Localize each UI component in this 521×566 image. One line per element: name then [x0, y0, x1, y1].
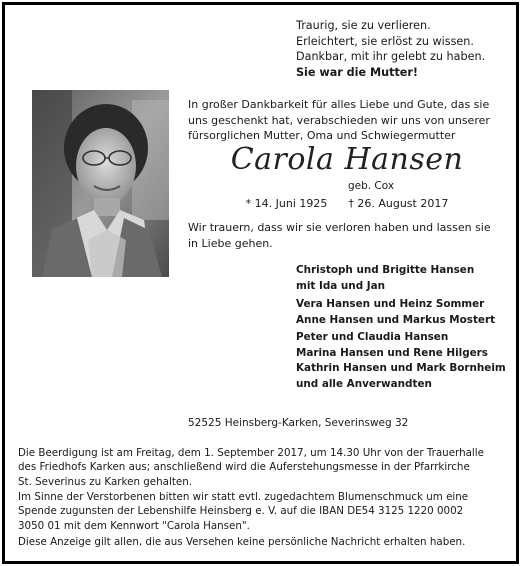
donation-info — [18, 490, 508, 533]
family-line: Kathrin Hansen und Mark Bornheim — [296, 362, 506, 375]
life-dates — [188, 197, 506, 211]
notice — [18, 535, 508, 549]
funeral-line: des Friedhofs Karken aus; anschließend wird die Auferstehungsmesse in der Pfarrkirche — [18, 461, 470, 474]
poem — [296, 18, 511, 80]
funeral-line: Die Beerdigung ist am Freitag, dem 1. September 2017, um 14.30 Uhr von der Trauerhalle — [18, 447, 484, 459]
family-closing — [296, 377, 511, 393]
family-group-3 — [296, 330, 511, 377]
funeral-line: St. Severinus zu Karken gehalten. — [18, 475, 192, 488]
family-group-2 — [296, 297, 511, 328]
donation-line: 3050 01 mit dem Kennwort "Carola Hansen". — [18, 519, 250, 532]
notice-line: Diese Anzeige gilt allen, die aus Versehen keine persönliche Nachricht erhalten haben. — [18, 536, 466, 548]
birth-date: * 14. Juni 1925 — [245, 197, 328, 210]
intro-line: In großer Dankbarkeit für alles Liebe und Gute, das sie — [188, 98, 490, 111]
intro-line: uns geschenkt hat, verabschieden wir uns von unserer — [188, 113, 490, 127]
donation-line: Im Sinne der Verstorbenen bitten wir statt evtl. zugedachtem Blumenschmuck um eine — [18, 491, 469, 503]
donation-line: Spende zugunsten der Lebenshilfe Heinsberg e. V. auf die IBAN DE54 3125 1220 0002 — [18, 505, 464, 518]
deceased-name: Carola Hansen — [230, 142, 464, 177]
address: 52525 Heinsberg-Karken, Severinsweg 32 — [188, 417, 409, 429]
funeral-info — [18, 446, 508, 489]
mourning-line: in Liebe gehen. — [188, 236, 273, 250]
family-line: Anne Hansen und Markus Mostert — [296, 313, 496, 326]
family-group-1 — [296, 263, 511, 294]
family-line: Vera Hansen und Heinz Sommer — [296, 298, 485, 310]
mourning-line: Wir trauern, dass wir sie verloren haben und lassen sie — [188, 221, 491, 234]
family-line: mit Ida und Jan — [296, 279, 386, 292]
intro-line: fürsorglichen Mutter, Oma und Schwiegermutter — [188, 129, 456, 143]
family-line: Christoph und Brigitte Hansen — [296, 264, 475, 276]
mourning-text — [188, 220, 506, 251]
poem-line: Traurig, sie zu verlieren. — [296, 19, 431, 32]
family-line: Marina Hansen und Rene Hilgers — [296, 346, 488, 359]
intro-text — [188, 97, 506, 144]
poem-line: Erleichtert, sie erlöst zu wissen. — [296, 34, 474, 48]
maiden-name: geb. Cox — [347, 180, 395, 192]
portrait-photo — [32, 90, 169, 277]
family-line: Peter und Claudia Hansen — [296, 331, 449, 343]
poem-line-emphasis: Sie war die Mutter! — [296, 65, 418, 79]
poem-line: Dankbar, mit ihr gelebt zu haben. — [296, 50, 486, 64]
death-date: † 26. August 2017 — [348, 197, 449, 210]
family-line: und alle Anverwandten — [296, 378, 432, 390]
